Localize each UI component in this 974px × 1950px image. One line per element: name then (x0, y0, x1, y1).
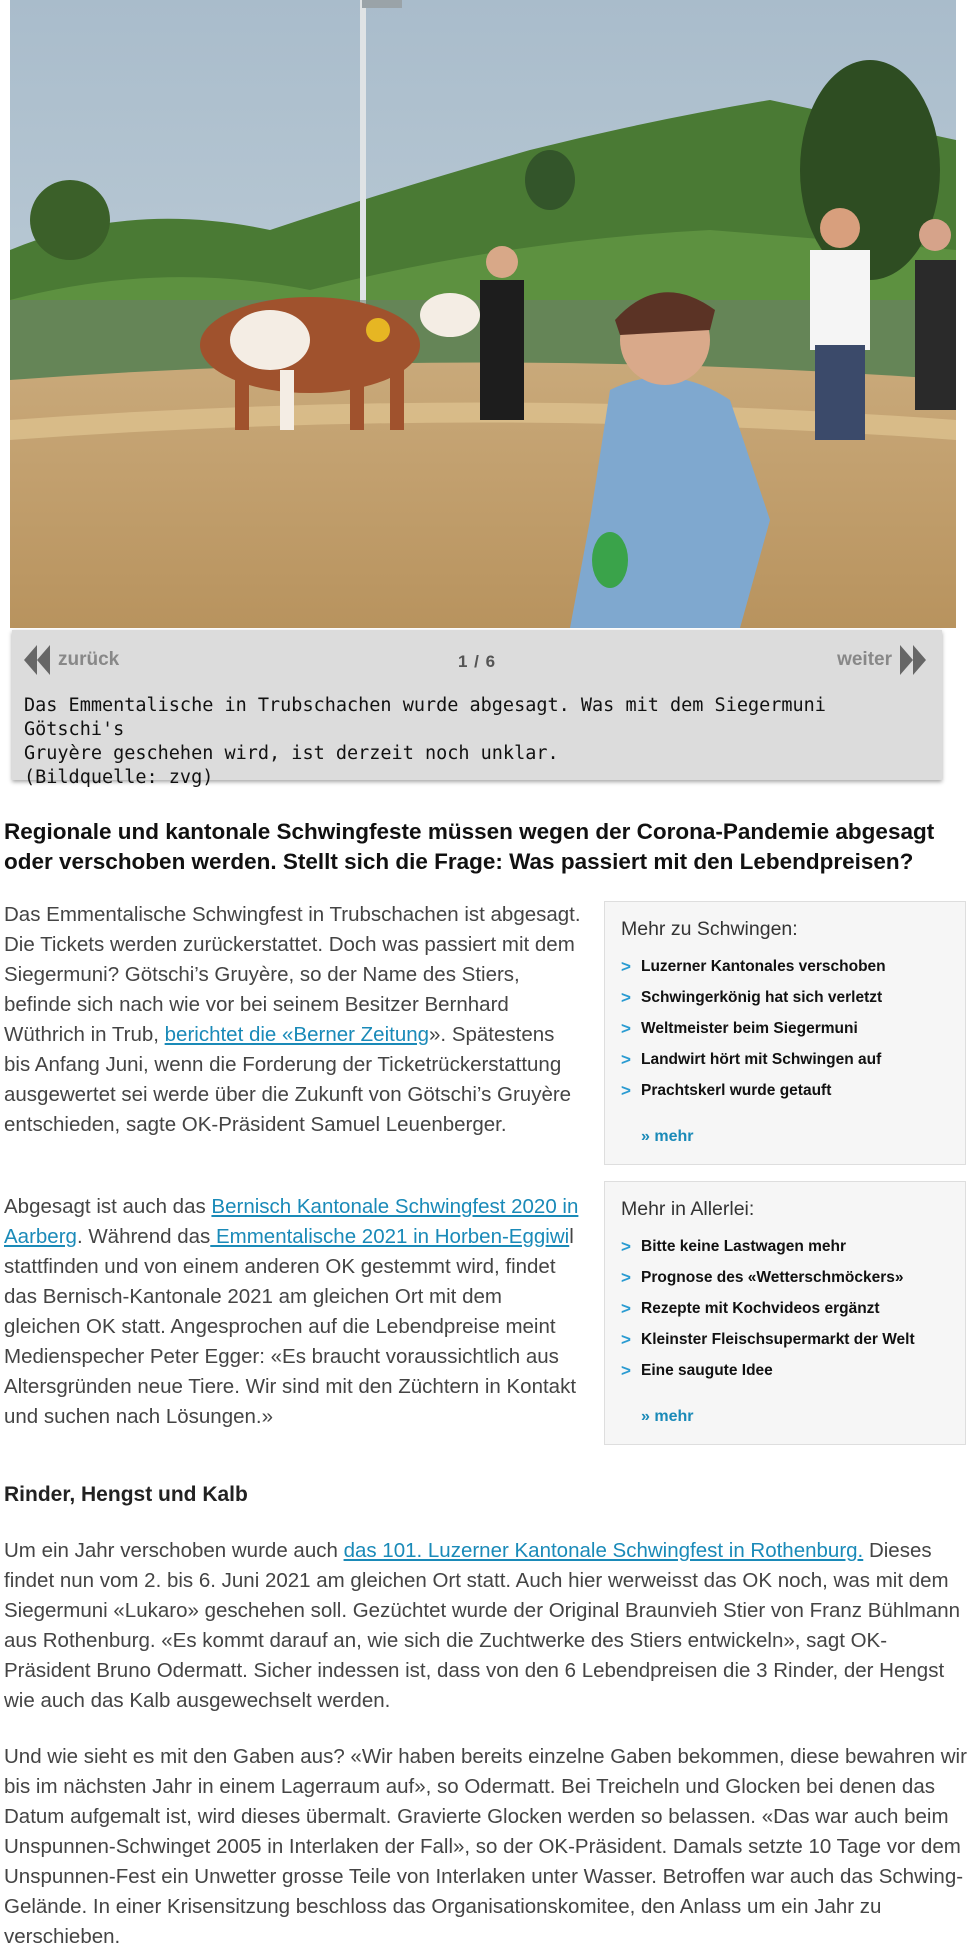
article-paragraph (4, 1536, 970, 1716)
chevron-right-icon: > (621, 1298, 631, 1318)
chevron-right-icon: > (621, 1018, 631, 1038)
photo-illustration (10, 0, 956, 628)
caption-line: Das Emmentalische in Trubschachen wurde abgesagt. Was mit dem Siegermuni Götschi's (24, 695, 826, 740)
paragraph-text: ». Spätestens bis Anfang Juni, wenn die Forderung der Ticketrückerstattung ausgewertet sei werde über die Zukunft von Götschi’s Gruyère entschieden, sagte OK-Präsident Samuel Leuenberger. (4, 1023, 572, 1136)
related-link[interactable] (621, 951, 951, 982)
chevron-right-icon: > (621, 1080, 631, 1100)
related-link[interactable] (621, 1355, 951, 1386)
related-link[interactable] (621, 1075, 951, 1106)
related-box-allerlei (604, 1181, 966, 1445)
article-paragraph (4, 900, 584, 1140)
related-link-label: Rezepte mit Kochvideos ergänzt (641, 1299, 880, 1317)
caption-source: (Bildquelle: zvg) (24, 767, 214, 788)
paragraph-text: Abgesagt ist auch das (4, 1195, 212, 1218)
related-link[interactable] (621, 1231, 951, 1262)
gallery-controls (12, 630, 942, 788)
chevron-right-icon: > (621, 987, 631, 1007)
related-link[interactable] (621, 1324, 951, 1355)
chevron-right-icon: > (621, 956, 631, 976)
caption-line: Gruyère geschehen wird, ist derzeit noch unklar. (24, 743, 559, 764)
related-link[interactable] (621, 1293, 951, 1324)
paragraph-text: . Während das (76, 1225, 211, 1248)
emmentalische-2021-link[interactable]: Emmentalische 2021 in Horben-Eggiwi (210, 1225, 570, 1248)
related-link-label: Prachtskerl wurde getauft (641, 1081, 832, 1099)
gallery-next-button[interactable] (837, 643, 928, 677)
related-link[interactable] (621, 1013, 951, 1044)
gallery-next-label: weiter (837, 649, 892, 670)
chevron-right-icon: > (621, 1329, 631, 1349)
gallery-prev-label: zurück (58, 649, 120, 670)
article-paragraph: Und wie sieht es mit den Gaben aus? «Wir haben bereits einzelne Gaben bekommen, diese bewahren wir bis im nächsten Jahr in einem Lagerraum auf», so Odermatt. Bei Treicheln und Glocken bei denen das Datum aufgemalt ist, wird dieses übermalt. Gravierte Glocken werden so belassen. «Das war auch beim Unspunnen-Schwinget 2005 in Interlaken der Fall», so der OK-Präsident. Damals setzte 10 Tage vor dem Unspunnen-Fest ein Unwetter grosse Teile von Interlaken unter Wasser. Betroffen war auch das Schwing-Gelände. In einer Krisensitzung beschloss das Organisationskomitee, den Anlass um ein Jahr zu verschieben. (4, 1745, 967, 1948)
chevron-right-icon: > (621, 1236, 631, 1256)
paragraph-text: Das Emmentalische Schwingfest in Trubschachen ist abgesagt. Die Tickets werden zurückerstattet. Doch was passiert mit dem Siegermuni? Götschi’s Gruyère, so der Name des Stiers, befinde sich nach wie vor bei seinem Besitzer Bernhard Wüthrich in Trub, (4, 903, 581, 1046)
gallery-photo[interactable] (10, 0, 956, 628)
more-link[interactable]: » mehr (641, 1128, 694, 1145)
related-link-label: Bitte keine Lastwagen mehr (641, 1237, 847, 1255)
luzerner-kantonale-link[interactable]: das 101. Luzerner Kantonale Schwingfest in Rothenburg. (343, 1539, 864, 1562)
article-paragraph (4, 1192, 584, 1432)
double-chevron-right-icon (898, 643, 928, 677)
article-lead: Regionale und kantonale Schwingfeste müssen wegen der Corona-Pandemie abgesagt oder verschoben werden. Stellt sich die Frage: Was passiert mit den Lebendpreisen? (4, 819, 935, 874)
related-link[interactable] (621, 1262, 951, 1293)
paragraph-text: Dieses findet nun vom 2. bis 6. Juni 2021 am gleichen Ort statt. Auch hier werweisst das OK noch, was mit dem Siegermuni «Lukaro» geschehen soll. Gezüchtet wurde der Original Braunvieh Stier von Franz Bühlmann aus Rothenburg. «Es kommt darauf an, wie sich die Zuchtwerke des Stiers entwickeln», sagt OK-Präsident Bruno Odermatt. Sicher indessen ist, dass von den 6 Lebendpreisen die 3 Rinder, der Hengst wie auch das Kalb ausgewechselt werden. (4, 1539, 961, 1712)
related-link-label: Luzerner Kantonales verschoben (641, 957, 886, 975)
related-box-title: Mehr in Allerlei: (621, 1198, 755, 1220)
chevron-right-icon: > (621, 1360, 631, 1380)
chevron-right-icon: > (621, 1267, 631, 1287)
paragraph-text: l stattfinden und von einem anderen OK gestemmt wird, findet das Bernisch-Kantonale 2021 am gleichen Ort mit dem gleichen OK statt. Angesprochen auf die Lebendpreise meint Medienspecher Peter Egger: «Es braucht voraussichtlich aus Altersgründen neue Tiere. Wir sind mit den Züchtern in Kontakt und suchen nach Lösungen.» (4, 1225, 577, 1428)
related-link-label: Weltmeister beim Siegermuni (641, 1019, 858, 1037)
paragraph-text: Um ein Jahr verschoben wurde auch (4, 1539, 344, 1562)
more-link[interactable]: » mehr (641, 1408, 694, 1425)
article-subheading: Rinder, Hengst und Kalb (4, 1483, 248, 1506)
related-box-schwingen (604, 901, 966, 1165)
gallery-caption (12, 694, 942, 790)
image-gallery (10, 0, 942, 628)
related-link[interactable] (621, 982, 951, 1013)
related-link-label: Landwirt hört mit Schwingen auf (641, 1050, 882, 1068)
gallery-counter: 1 / 6 (457, 652, 497, 671)
related-link[interactable] (621, 1044, 951, 1075)
bernisch-kantonale-link[interactable]: Bernisch Kantonale Schwingfest 2020 in Aarberg (4, 1195, 579, 1248)
related-link-label: Kleinster Fleischsupermarkt der Welt (641, 1330, 915, 1348)
chevron-right-icon: > (621, 1049, 631, 1069)
berner-zeitung-link[interactable]: berichtet die «Berner Zeitung (164, 1023, 430, 1046)
related-link-label: Schwingerkönig hat sich verletzt (641, 988, 883, 1006)
related-box-title: Mehr zu Schwingen: (621, 918, 798, 940)
related-link-label: Eine saugute Idee (641, 1361, 773, 1379)
related-link-label: Prognose des «Wetterschmöckers» (641, 1268, 904, 1286)
